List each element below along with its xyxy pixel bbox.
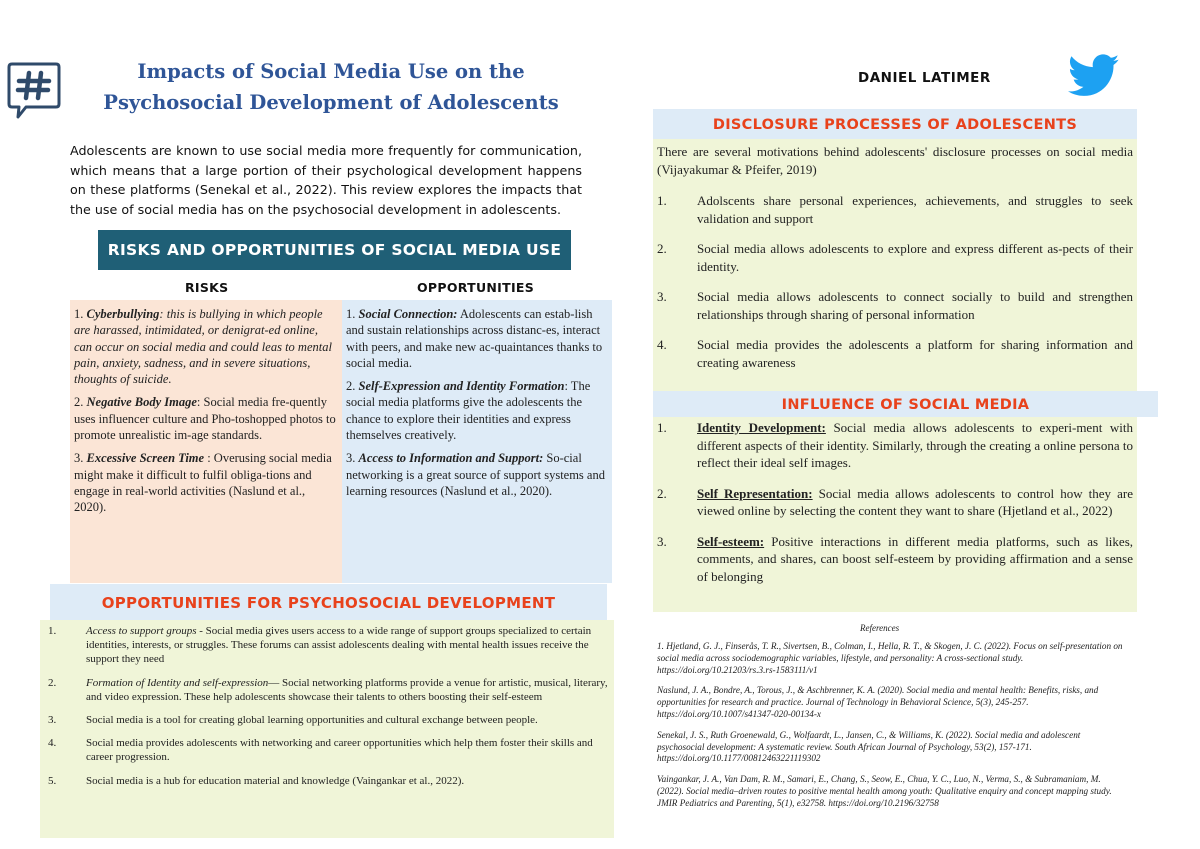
list-item: 2. Social media allows adolescents to explore and express different as-pects of their identity. — [657, 241, 1133, 274]
list-item: 3. Self-esteem: Positive interactions in different media platforms, such as likes, comments, and shares, can boost self-esteem by providing affirmation and a sense of belonging — [657, 533, 1133, 584]
reference-item: Senekal, J. S., Ruth Groenewald, G., Wolfaardt, L., Jansen, C., & Williams, K. (2022). Social media and adolescent psychosocial development: A systematic review. South African Journal of Psychology, 53(2), 157-171. https://doi.org/10.1177/00812463221119302 — [657, 729, 1081, 764]
references-heading: References — [860, 623, 900, 633]
opportunity-item: 3. Access to Information and Support: So-cial networking is a great source of support systems and learning resources (Naslund et al., 2020). — [346, 451, 605, 498]
opportunities-heading: OPPORTUNITIES — [417, 280, 535, 295]
list-item: 4. Social media provides the adolescents a platform for sharing information and creating awareness — [657, 337, 1133, 370]
hashtag-speech-bubble-icon — [6, 60, 62, 120]
list-item: 2. Self Representation: Social media allows adolescents to control how they are viewed online by selecting the content they want to share (Hjetland et al., 2022) — [657, 485, 1133, 518]
list-item: 3. Social media allows adolescents to connect socially to build and strengthen relationships through sharing of personal information — [657, 289, 1133, 322]
reference-item: 1. Hjetland, G. J., Finserås, T. R., Sivertsen, B., Colman, I., Hella, R. T., & Skogen, J. C. (2022). Focus on self-presentation on social media across sociodemographic variables, lifestyle, and personality: A cross-sectional study. https://doi.org/10.21203/rs.3.rs-1583111/v1 — [657, 641, 1123, 675]
risks-heading: RISKS — [185, 280, 229, 295]
risk-item: 2. Negative Body Image: Social media fre-quently uses influencer culture and Pho-toshopped photos to promote unrealistic im-age standards. — [74, 395, 336, 443]
risk-item: 1. Cyberbullying: this is bullying in which people are harassed, intimidated, or denigrat-ed online, can occur on social media and could leas to mental pain, anxiety, sadness, and in severe situations, thoughts of suicide. — [74, 307, 332, 387]
influence-list — [657, 419, 1133, 598]
risks-list — [74, 306, 336, 523]
list-item: 1. Access to support groups - Social media gives users access to a wide range of support groups specialized to certain identities, interests, or struggles. These forums can assist adolescents dealing with mental health issues receive the support they need — [48, 625, 592, 666]
disclosure-list — [657, 192, 1133, 384]
list-item: 1. Identity Development: Social media allows adolescents to experi-ment with different aspects of their identity. Similarly, through the creating a online persona to reflect their ideal self images. — [657, 420, 1133, 470]
psychosocial-list — [48, 624, 608, 797]
risks-opportunities-banner: RISKS AND OPPORTUNITIES OF SOCIAL MEDIA USE — [98, 230, 571, 270]
disclosure-intro: There are several motivations behind adolescents' disclosure processes on social media (Vijayakumar & Pfeifer, 2019) — [657, 144, 1133, 177]
list-item: 3. Social media is a tool for creating global learning opportunities and cultural exchange between people. — [48, 714, 538, 727]
references-list — [657, 641, 1127, 819]
intro-paragraph: Adolescents are known to use social media more frequently for communication, which means that a large portion of their psychological development happens on these platforms (Senekal et al., 2022). This review explores the impacts that the use of social media has on the psychosocial development in adolescents. — [70, 143, 582, 217]
list-item: 5. Social media is a hub for education material and knowledge (Vaingankar et al., 2022). — [48, 774, 465, 787]
psychosocial-banner: OPPORTUNITIES FOR PSYCHOSOCIAL DEVELOPMENT — [50, 584, 607, 620]
opportunity-item: 1. Social Connection: Adolescents can estab-lish and sustain relationships across distanc-es, interact with peers, and make new ac-quaintances thanks to social media. — [346, 307, 603, 370]
twitter-bird-icon — [1068, 54, 1120, 98]
list-item: 4. Social media provides adolescents with networking and career opportunities which help them foster their skills and career progression. — [48, 737, 593, 764]
risk-item: 3. Excessive Screen Time : Overusing social media might make it difficult to fulfil obliga-tions and engage in real-world activities (Naslund et al., 2020). — [74, 451, 332, 515]
reference-item: Naslund, J. A., Bondre, A., Torous, J., & Aschbrenner, K. A. (2020). Social media and mental health: Benefits, risks, and opportunities for research and practice. Journal of Technology in Behavioral Science, 5(3), 245-257. https://doi.org/10.1007/s41347-020-00134-x — [657, 685, 1099, 719]
opportunity-item: 2. Self-Expression and Identity Formation: The social media platforms give the adolescents the chance to explore their identities and express themselves creatively. — [346, 379, 591, 443]
page-title: Impacts of Social Media Use on the Psychosocial Development of Adolescents — [103, 60, 559, 114]
reference-item: Vaingankar, J. A., Van Dam, R. M., Samari, E., Chang, S., Seow, E., Chua, Y. C., Luo, N., Verma, S., & Subramaniam, M. (2022). Social media–driven routes to positive mental health among youth: Qualitative enquiry and concept mapping study. JMIR Pediatrics and Parenting, 5(1), e32758. https://doi.org/10.2196/32758 — [657, 774, 1112, 808]
list-item: 1. Adolscents share personal experiences, achievements, and struggles to seek validation and support — [657, 193, 1133, 226]
opportunities-list — [346, 306, 608, 506]
disclosure-banner: DISCLOSURE PROCESSES OF ADOLESCENTS — [653, 109, 1137, 139]
author-name: DANIEL LATIMER — [858, 70, 991, 86]
influence-banner: INFLUENCE OF SOCIAL MEDIA — [653, 391, 1158, 417]
list-item: 2. Formation of Identity and self-expression— Social networking platforms provide a venue for artistic, musical, literary, and video expression. These help adolescents showcase their talents to others boosting their self-esteem — [48, 676, 608, 703]
